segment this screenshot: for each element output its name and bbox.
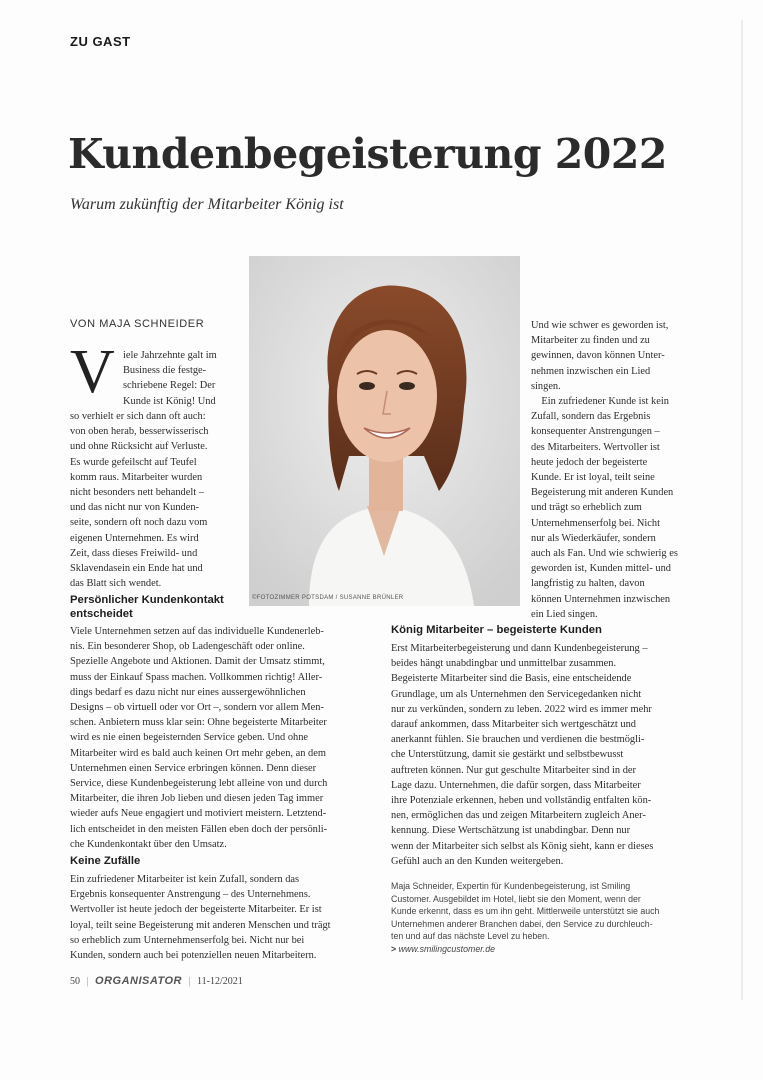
text-line: iele Jahrzehnte galt im [123, 350, 217, 361]
footer-separator: | [86, 976, 89, 987]
text-line: auch als Fan. Und wie schwierig es [531, 548, 678, 560]
text-line: nen, ermöglichen das und zeigen Mitarbeitern zugleich Aner- [391, 810, 646, 822]
text-line: Ein zufriedener Mitarbeiter ist kein Zufall, sondern das [70, 874, 300, 885]
page-number: 50 [70, 976, 80, 987]
heading-line: Persönlicher Kundenkontakt [70, 594, 224, 606]
text-line: Kunden, sondern auch bei potenziellen neuen Mitarbeitern. [70, 950, 317, 962]
text-line: Lage dazu. Unternehmen, die dafür sorgen, dass Mitarbeiter [391, 779, 641, 791]
text-line: heute jedoch der begeisterte [531, 456, 648, 468]
text-line: Mitarbeiter zu finden und zu [531, 335, 650, 347]
text-line: komm raus. Mitarbeiter wurden [70, 471, 203, 483]
author-bio [391, 880, 659, 956]
text-line: konsequenter Anstrengungen – [531, 426, 660, 438]
text-line: so verhielt er sich dann oft auch: [70, 411, 206, 422]
text-line: Sklavendasein ein Ende hat und [70, 563, 203, 575]
text-line: so erheblich zum Unternehmenserfolg bei. Nicht nur bei [70, 934, 305, 946]
text-line: Grundlage, um als Unternehmen den Servicegedanken nicht [391, 688, 642, 700]
text-line: gewinnen, davon können Unter- [531, 350, 665, 362]
text-line: Gefühl auch an den Kunden weitergeben. [391, 855, 564, 867]
text-line: Service, diese Kundenbegeisterung lebt alleine von und durch [70, 778, 328, 790]
bio-line: ten und auf das nächste Level zu heben. [391, 931, 550, 942]
text-line: eigenen Unternehmen. Es wird [70, 532, 199, 544]
text-line: ihre Potenziale erkennen, heben und vollständig entfalten kön- [391, 795, 652, 807]
text-line: schen. Anbietern muss klar sein: Ohne begeisterte Mitarbeiter [70, 717, 327, 729]
text-line: Begeisterung mit anderen Kunden [531, 487, 674, 499]
section2-paragraph [70, 872, 331, 963]
photo-credit: ©FOTOZIMMER POTSDAM / SUSANNE BRÜNLER [252, 595, 404, 601]
right-column-paragraph [531, 318, 678, 622]
text-line: che Unterstützung, damit sie gestärkt und selbstbewusst [391, 749, 624, 761]
page-footer [70, 975, 243, 987]
text-line: auftreten können. Nur gut geschulte Mitarbeiter sind in der [391, 764, 636, 776]
section-heading-king-employee: König Mitarbeiter – begeisterte Kunden [391, 624, 602, 636]
section-heading-personal-contact [70, 593, 224, 621]
drop-cap: V [70, 338, 115, 406]
text-line: lich entscheidet in den meisten Fällen eben doch der persönli- [70, 823, 328, 835]
article-title: Kundenbegeisterung 2022 [68, 130, 667, 178]
issue-number: 11-12/2021 [197, 976, 243, 987]
text-line: nur als Wiederkäufer, sondern [531, 532, 656, 544]
text-line: Spezielle Angebote und Aktionen. Damit der Umsatz stimmt, [70, 656, 325, 668]
text-line: Unternehmenserfolg bei. Nicht [531, 517, 660, 529]
magazine-name: ORGANISATOR [95, 975, 183, 987]
section-label: ZU GAST [70, 34, 131, 49]
text-line: schriebene Regel: Der [123, 380, 216, 392]
link-arrow-icon: > [391, 943, 397, 954]
section3-paragraph [391, 641, 653, 869]
text-line: nur zu verkünden, sondern zu leben. 2022 wird es immer mehr [391, 703, 652, 715]
footer-separator: | [188, 976, 191, 987]
text-line: dings bedarf es dazu nicht nur eines aussergewöhnlichen [70, 686, 306, 698]
text-line: darauf ankommen, dass Mitarbeiter sich wertgeschätzt und [391, 719, 636, 731]
author-photo [249, 256, 520, 606]
text-line: Ergebnis konsequenter Anstrengung – des Unternehmens. [70, 889, 311, 901]
bio-line: Unternehmen anderer Branchen dabei, den Service zu durchleuch- [391, 918, 653, 929]
text-line: Wertvoller ist heute jedoch der begeisterte Mitarbeiter. Er ist [70, 904, 322, 916]
text-line: Mitarbeiter, die ihren Job lieben und diesen jeden Tag immer [70, 793, 324, 805]
text-line: Unternehmen einen Service erbringen können. Denn dieser [70, 762, 317, 774]
text-line: können Unternehmen inzwischen [531, 593, 671, 605]
text-line: Es wurde gefeilscht auf Teufel [70, 456, 197, 468]
text-line: und ohne Rücksicht auf Verluste. [70, 441, 208, 453]
text-line: seite, sondern oft noch dazu vom [70, 517, 208, 529]
text-line: nicht besonders nett behandelt – [70, 487, 204, 499]
text-line: beides hängt unabdingbar und unmittelbar zusammen. [391, 658, 617, 670]
text-line: kennung. Diese Wertschätzung ist unabdingbar. Denn nur [391, 825, 631, 837]
text-line: loyal, teilt seine Begeisterung mit anderen Menschen und trägt [70, 919, 331, 931]
bio-line: Kunde erkennt, dass es um ihn geht. Mittlerweile unterstützt sie auch [391, 906, 660, 917]
heading-line: entscheidet [70, 608, 133, 620]
byline: VON MAJA SCHNEIDER [70, 318, 205, 330]
text-line: Business die festge- [123, 365, 207, 377]
text-line: Begeisterte Mitarbeiter sind die Basis, eine entscheidende [391, 673, 632, 685]
text-line: muss der Einkauf Spass machen. Vollkommen richtig! Aller- [70, 671, 323, 683]
text-line: und trägt so erheblich zum [531, 502, 642, 514]
text-line: singen. [531, 380, 561, 392]
website-link[interactable]: www.smilingcustomer.de [398, 943, 496, 954]
text-line: Mitarbeiter wird es bald auch keinen Ort mehr geben, an dem [70, 747, 326, 759]
text-line: nis. Ein besonderer Shop, ob Ladengeschäft oder online. [70, 641, 305, 653]
text-line: Zeit, dass dieses Freiwild- und [70, 547, 198, 559]
text-line: Designs – ob virtuell oder vor Ort –, sondern vor allem Men- [70, 702, 324, 714]
text-line: wird es nie einen begeisternden Service geben. Und ohne [70, 732, 309, 744]
text-line: nehmen inzwischen ein Lied [531, 365, 651, 377]
section-heading-no-coincidences: Keine Zufälle [70, 855, 141, 867]
text-line: anerkannt fühlen. Sie brauchen und verdienen die bestmögli- [391, 734, 645, 746]
text-line: und das nicht nur von Kunden- [70, 502, 199, 514]
section1-paragraph [70, 624, 327, 852]
text-line: von oben herab, besserwisserisch [70, 426, 209, 438]
intro-paragraph [70, 409, 209, 591]
text-line: Viele Unternehmen setzen auf das individuelle Kundenerleb- [70, 626, 324, 637]
portrait-illustration [249, 256, 520, 606]
text-line: Zufall, sondern das Ergebnis [531, 411, 651, 423]
text-line: Kunde ist König! Und [123, 395, 216, 407]
page-edge [741, 20, 743, 1000]
bio-line: Maja Schneider, Expertin für Kundenbegeisterung, ist Smiling [391, 881, 631, 891]
text-line: das Blatt sich wendet. [70, 578, 162, 590]
text-line: Kunde. Er ist loyal, teilt seine [531, 472, 655, 484]
text-line: geworden ist, Kunden mittel- und [531, 563, 671, 575]
text-line: langfristig zu halten, davon [531, 578, 645, 590]
bio-line: Customer. Ausgebildet im Hotel, liebt sie den Moment, wenn der [391, 893, 641, 904]
text-line: che Kundenkontakt über den Umsatz. [70, 838, 227, 850]
text-line: Ein zufriedener Kunde ist kein [531, 396, 669, 408]
article-subtitle: Warum zukünftig der Mitarbeiter König ist [70, 196, 344, 213]
text-line: Erst Mitarbeiterbegeisterung und dann Kundenbegeisterung – [391, 643, 648, 654]
text-line: des Mitarbeiters. Wertvoller ist [531, 441, 660, 453]
text-line: Und wie schwer es geworden ist, [531, 320, 669, 331]
text-line: wieder aufs Neue engagiert und motiviert meistern. Letztend- [70, 808, 327, 820]
intro-indented [123, 348, 217, 409]
text-line: ein Lied singen. [531, 608, 598, 620]
text-line: wenn der Mitarbeiter sich selbst als König sieht, kann er dieses [391, 840, 654, 852]
